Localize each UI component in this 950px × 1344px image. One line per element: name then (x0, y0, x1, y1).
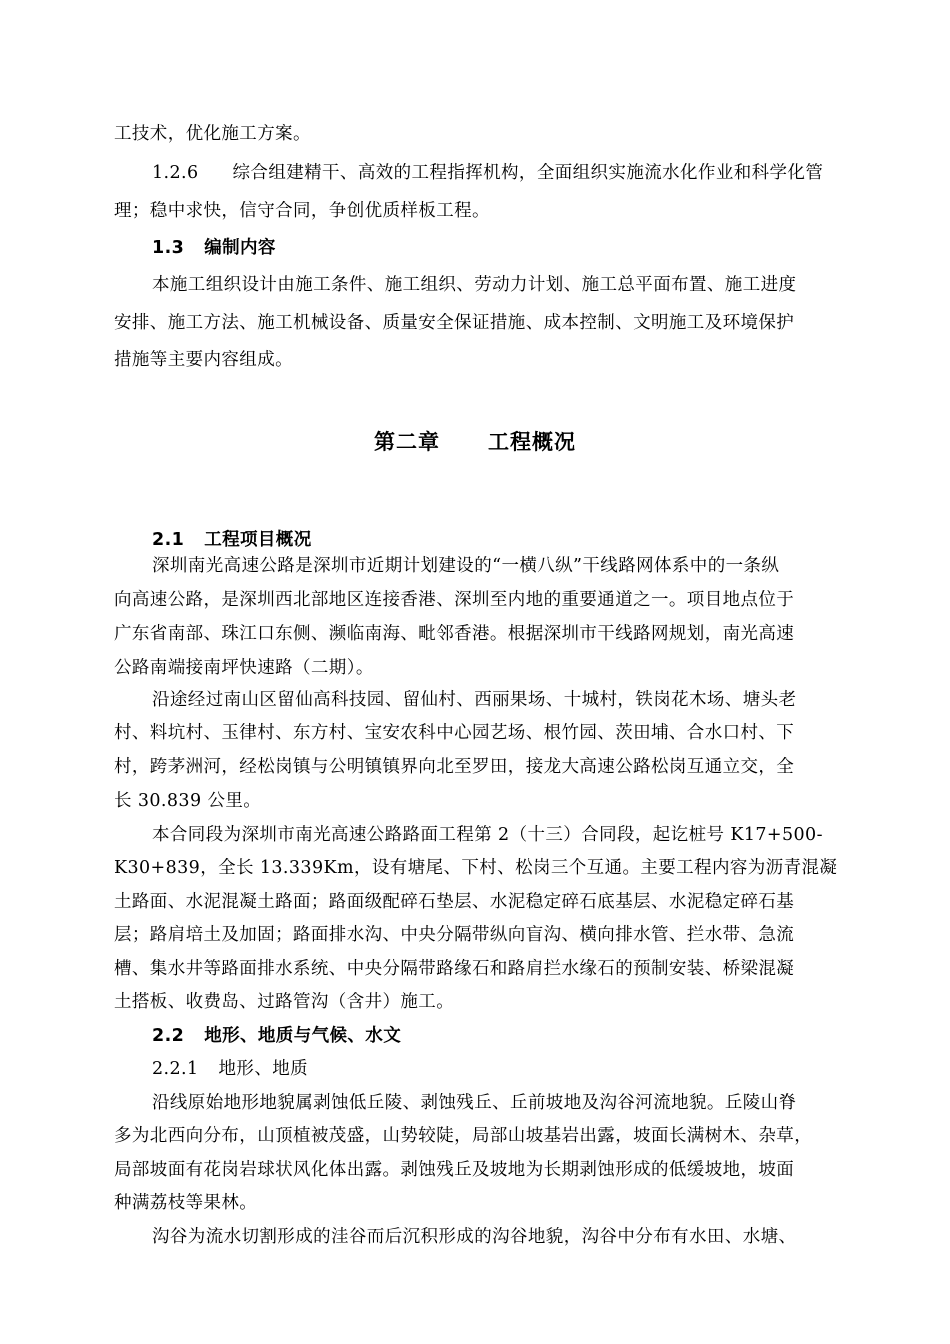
paragraph-line: 沿途经过南山区留仙高科技园、留仙村、西丽果场、十城村，铁岗花木场、塘头老 (152, 690, 797, 710)
paragraph-line: K30+839，全长 13.339Km，设有塘尾、下村、松岗三个互通。主要工程内容为沥青混凝 (114, 858, 838, 878)
paragraph-line: 种满荔枝等果林。 (114, 1193, 258, 1213)
section-title: 地形、地质与气候、水文 (204, 1026, 402, 1046)
paragraph-line: 措施等主要内容组成。 (114, 350, 293, 370)
section-1-3-heading (152, 236, 854, 260)
section-number: 1.2.6 (152, 163, 199, 183)
section-text: 综合组建精干、高效的工程指挥机构，全面组织实施流水化作业和科学化管 (232, 163, 824, 183)
paragraph-line: 槽、集水井等路面排水系统、中央分隔带路缘石和路肩拦水缘石的预制安装、桥梁混凝 (114, 959, 795, 979)
section-2-2-heading (152, 1024, 854, 1048)
section-2-2-1-heading (152, 1057, 854, 1081)
paragraph-line: 村、料坑村、玉律村、东方村、宝安农科中心园艺场、根竹园、茨田埔、合水口村、下 (114, 723, 795, 743)
paragraph-line: 长 30.839 公里。 (114, 791, 262, 811)
paragraph-line: 多为北西向分布，山顶植被茂盛，山势较陡，局部山坡基岩出露，坡面长满树木、杂草， (114, 1126, 813, 1146)
paragraph-line: 公路南端接南坪快速路（二期）。 (114, 658, 374, 678)
paragraph-line: 土路面、水泥混凝土路面；路面级配碎石垫层、水泥稳定碎石底基层、水泥稳定碎石基 (114, 892, 795, 912)
paragraph-line: 村，跨茅洲河，经松岗镇与公明镇镇界向北至罗田，接龙大高速公路松岗互通立交，全 (114, 757, 795, 777)
section-number: 2.2 (152, 1026, 185, 1046)
section-title: 工程项目概况 (204, 530, 312, 550)
paragraph-line: 广东省南部、珠江口东侧、濒临南海、毗邻香港。根据深圳市干线路网规划，南光高速 (114, 624, 795, 644)
paragraph-line: 理；稳中求快，信守合同，争创优质样板工程。 (114, 201, 490, 221)
paragraph-line: 本施工组织设计由施工条件、施工组织、劳动力计划、施工总平面布置、施工进度 (152, 275, 797, 295)
paragraph-line: 沿线原始地形地貌属剥蚀低丘陵、剥蚀残丘、丘前坡地及沟谷河流地貌。丘陵山脊 (152, 1093, 797, 1113)
paragraph-line: 沟谷为流水切割形成的洼谷而后沉积形成的沟谷地貌，沟谷中分布有水田、水塘、 (152, 1227, 797, 1247)
chapter-title (0, 428, 950, 456)
section-number: 2.1 (152, 530, 185, 550)
paragraph-line: 土搭板、收费岛、过路管沟（含井）施工。 (114, 992, 455, 1012)
chapter-number: 第二章 (374, 430, 440, 454)
section-1-2-6-line (152, 161, 854, 185)
paragraph-line: 层；路肩培土及加固；路面排水沟、中央分隔带纵向盲沟、横向排水管、拦水带、急流 (114, 925, 795, 945)
paragraph-line: 深圳南光高速公路是深圳市近期计划建设的“一横八纵”干线路网体系中的一条纵 (152, 556, 780, 576)
section-number: 2.2.1 (152, 1059, 199, 1079)
section-title: 编制内容 (204, 238, 276, 258)
paragraph-line: 安排、施工方法、施工机械设备、质量安全保证措施、成本控制、文明施工及环境保护 (114, 313, 795, 333)
paragraph-line: 本合同段为深圳市南光高速公路路面工程第 2（十三）合同段，起讫桩号 K17+500- (152, 825, 823, 845)
paragraph-line: 工技术，优化施工方案。 (114, 124, 311, 144)
section-number: 1.3 (152, 238, 185, 258)
paragraph-line: 向高速公路，是深圳西北部地区连接香港、深圳至内地的重要通道之一。项目地点位于 (114, 590, 795, 610)
chapter-name: 工程概况 (488, 430, 576, 454)
section-2-1-heading (152, 528, 854, 552)
section-title: 地形、地质 (218, 1059, 309, 1079)
paragraph-line: 局部坡面有花岗岩球状风化体出露。剥蚀残丘及坡地为长期剥蚀形成的低缓坡地，坡面 (114, 1160, 795, 1180)
